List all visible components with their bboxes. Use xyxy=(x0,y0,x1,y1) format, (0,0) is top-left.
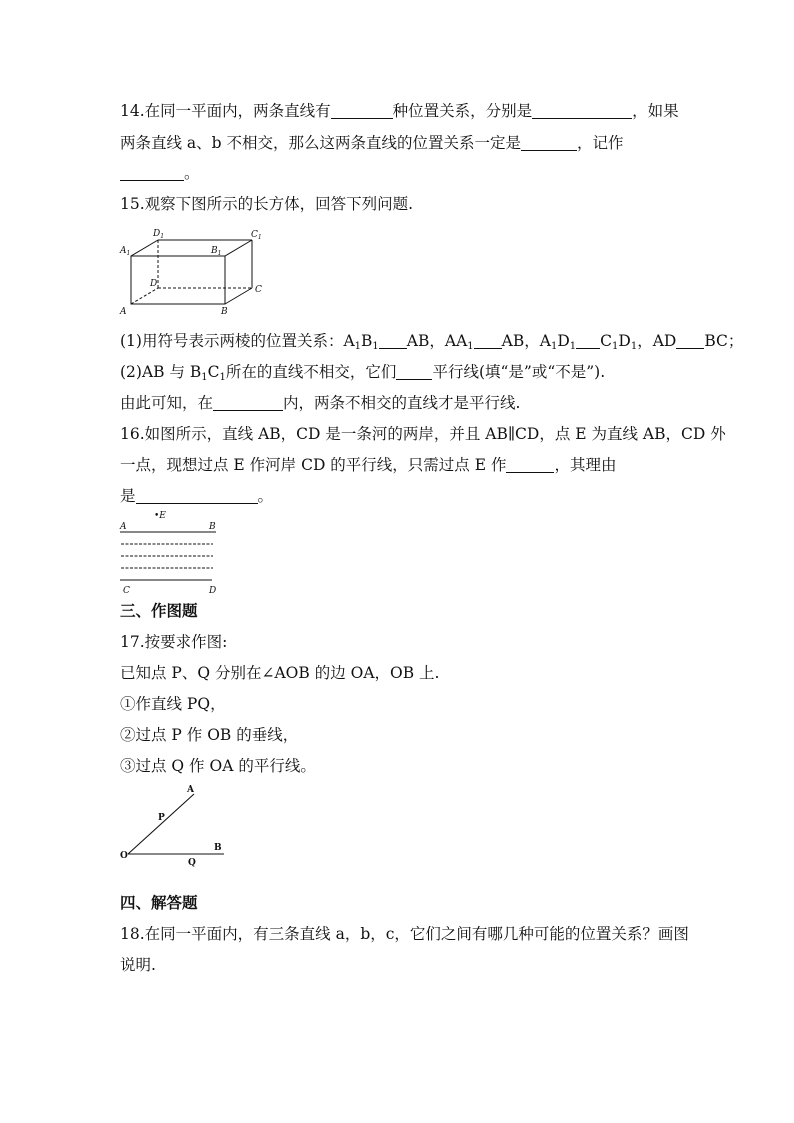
answer-blank[interactable] xyxy=(506,456,554,473)
label-B: B xyxy=(221,307,228,317)
section-heading-3: 三、作图题 xyxy=(120,601,198,620)
label-P: P xyxy=(158,813,165,823)
answer-blank[interactable] xyxy=(120,164,184,181)
label-E: •E xyxy=(154,511,166,521)
angle-figure xyxy=(118,782,233,872)
answer-blank[interactable] xyxy=(521,134,577,151)
q15-title: 15.观察下图所示的长方体，回答下列问题. xyxy=(120,195,414,213)
label-A: A xyxy=(187,785,194,795)
answer-blank[interactable] xyxy=(532,102,632,119)
q18-line-2: 说明. xyxy=(120,956,156,974)
label-C: C xyxy=(123,586,130,596)
river-figure xyxy=(118,508,228,598)
label-B1: $B_1$ xyxy=(211,246,222,257)
cuboid-figure xyxy=(118,228,268,318)
label-D: D xyxy=(150,279,158,289)
q16-line-1: 16.如图所示，直线 AB，CD 是一条河的两岸，并且 AB∥CD，点 E 为直线 AB，CD 外 xyxy=(120,425,726,443)
q15-part-3: 由此可知，在 内，两条不相交的直线才是平行线. xyxy=(120,394,521,412)
q16-line-2: 一点，现想过点 E 作河岸 CD 的平行线，只需过点 E 作 ，其理由 xyxy=(120,456,617,474)
label-O: O xyxy=(120,851,128,861)
label-B: B xyxy=(214,843,222,853)
q17-line-4: ③过点 Q 作 OA 的平行线。 xyxy=(120,757,316,775)
section-heading-4: 四、解答题 xyxy=(120,893,198,912)
q15-part-1: (1)用符号表示两棱的位置关系：$A_1B_1$ AB，$AA_1$ AB，$A_1D_1$ $C_1D_1$，AD BC； xyxy=(120,332,744,352)
q14-line-3: 。 xyxy=(120,163,200,183)
label-A: A xyxy=(120,522,127,532)
answer-blank[interactable] xyxy=(474,332,502,349)
answer-blank[interactable] xyxy=(213,394,283,411)
label-A: A xyxy=(120,307,127,317)
q17-title: 17.按要求作图: xyxy=(120,633,228,651)
answer-blank[interactable] xyxy=(396,363,432,380)
label-C: C xyxy=(255,285,262,295)
q17-line-3: ②过点 P 作 OB 的垂线， xyxy=(120,726,299,744)
label-B: B xyxy=(209,522,216,532)
label-C1: $C_1$ xyxy=(251,230,262,241)
q17-line-1: 已知点 P、Q 分别在∠AOB 的边 OA，OB 上. xyxy=(120,664,440,682)
q18-line-1: 18.在同一平面内，有三条直线 a，b，c，它们之间有哪几种可能的位置关系？画图 xyxy=(120,925,689,943)
label-Q: Q xyxy=(188,858,196,868)
answer-blank[interactable] xyxy=(676,332,704,349)
label-D: D xyxy=(209,586,217,596)
q14-line-2: 两条直线 a、b 不相交，那么这两条直线的位置关系一定是 ，记作 xyxy=(120,134,624,152)
label-D1: $D_1$ xyxy=(153,229,165,240)
q17-line-2: ①作直线 PQ， xyxy=(120,695,226,713)
label-A1: $A_1$ xyxy=(120,246,131,257)
q15-part-2: (2)AB 与 $B_1C_1$所在的直线不相交，它们 平行线(填“是”或“不是”). xyxy=(120,363,606,383)
q14-line-1: 14.在同一平面内，两条直线有 种位置关系，分别是 ，如果 xyxy=(120,102,679,120)
answer-blank[interactable] xyxy=(331,102,393,119)
answer-blank[interactable] xyxy=(576,332,600,349)
q16-line-3: 是 。 xyxy=(120,487,274,505)
answer-blank[interactable] xyxy=(136,487,258,504)
answer-blank[interactable] xyxy=(379,332,407,349)
